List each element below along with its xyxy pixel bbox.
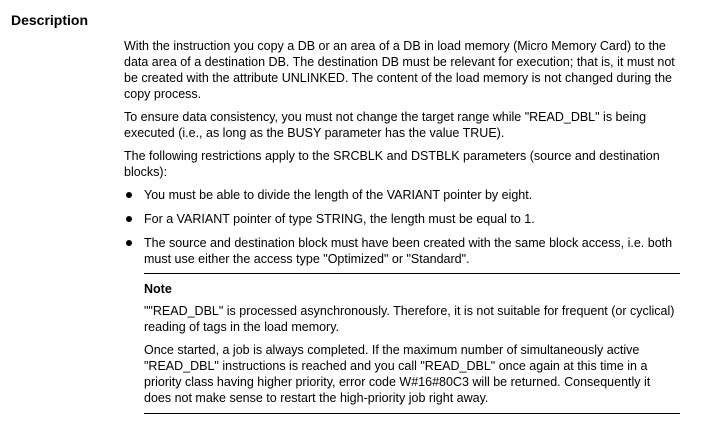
data-consistency-paragraph: To ensure data consistency, you must not change the target range while "READ_DBL" is being executed (i.e., as long as the BUSY parameter has the value TRUE). bbox=[124, 110, 647, 140]
list-item bbox=[124, 187, 680, 203]
bullet-icon bbox=[126, 216, 132, 222]
bullet-icon bbox=[126, 192, 132, 198]
description-paragraph: With the instruction you copy a DB or an area of a DB in load memory (Micro Memory Card) to the data area of a destination DB. The destination DB must be relevant for execution; that is, it must not be created with the attribute UNLINKED. The content of the load memory is not changed during the copy process. bbox=[124, 39, 675, 101]
note-heading: Note bbox=[144, 282, 172, 296]
description-content bbox=[124, 38, 680, 414]
list-item-text: For a VARIANT pointer of type STRING, the length must be equal to 1. bbox=[144, 212, 535, 226]
bullet-icon bbox=[126, 240, 132, 246]
list-item bbox=[124, 235, 680, 267]
list-item-text: You must be able to divide the length of the VARIANT pointer by eight. bbox=[144, 188, 533, 202]
list-item bbox=[124, 211, 680, 227]
section-heading: Description bbox=[11, 12, 89, 28]
restrictions-intro-paragraph: The following restrictions apply to the SRCBLK and DSTBLK parameters (source and destination blocks): bbox=[124, 149, 660, 179]
list-item-text: The source and destination block must have been created with the same block access, i.e. both must use either the access type "Optimized" or "Standard". bbox=[144, 236, 673, 266]
note-box bbox=[144, 273, 680, 414]
restrictions-list bbox=[124, 187, 680, 267]
note-paragraph: ""READ_DBL" is processed asynchronously. Therefore, it is not suitable for frequent (or cyclical) reading of tags in the load memory. bbox=[144, 304, 675, 334]
note-paragraph: Once started, a job is always completed. If the maximum number of simultaneously active "READ_DBL" instructions is reached and you call "READ_DBL" once again at this time in a priority class having higher priority, error code W#16#80C3 will be returned. Consequently it does not make sense to restart the high-priority job right away. bbox=[144, 343, 651, 405]
